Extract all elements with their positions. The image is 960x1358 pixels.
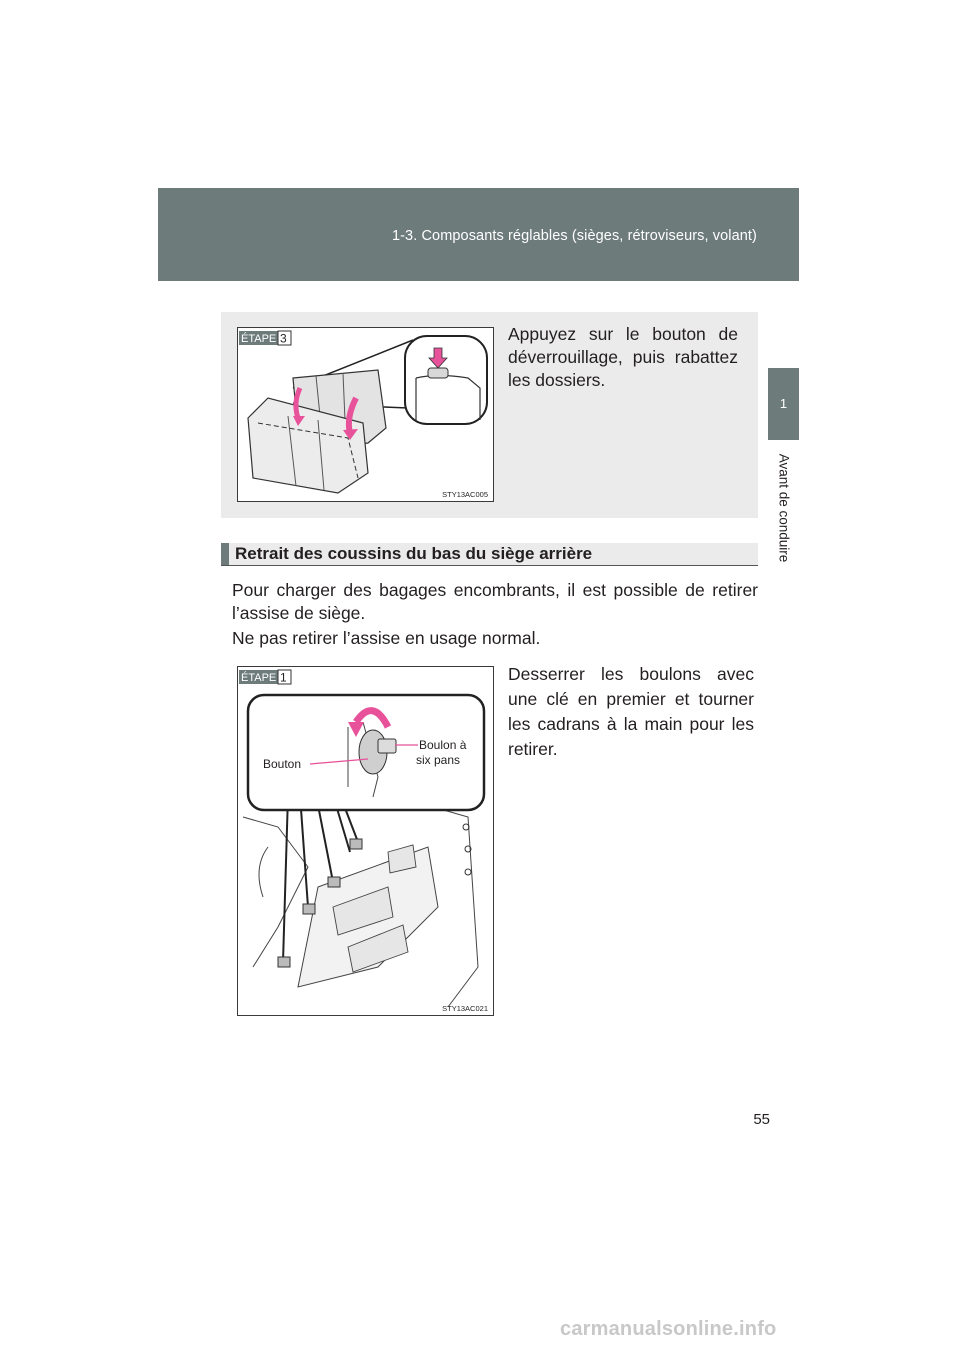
figure-code: STY13AC021 [442, 1004, 488, 1013]
hex-bolt-shape [378, 739, 396, 753]
seat-cushion-bolts-illustration [238, 667, 493, 1015]
chapter-tab [768, 368, 799, 440]
chapter-label-vertical [770, 448, 797, 568]
bolt-1 [278, 957, 290, 967]
callout-bolt-label-line1: Boulon à [419, 738, 467, 752]
step-badge-label: ÉTAPE [241, 333, 277, 345]
step-badge-label: ÉTAPE [241, 672, 277, 684]
section-accent [221, 543, 229, 565]
bolt-2 [303, 904, 315, 914]
step-badge-number: 1 [280, 670, 287, 685]
callout-button-label: Bouton [263, 757, 302, 771]
callout-bolt-label-line2: six pans [416, 753, 461, 767]
step-1-figure [237, 666, 494, 1016]
step-3-figure [237, 327, 494, 502]
release-button-shape [428, 368, 448, 378]
bolt-3 [328, 877, 340, 887]
intro-paragraph: Pour charger des bagages encombrants, il est possible de retirer l’assise de siège. [232, 580, 758, 623]
footer-watermark[interactable]: carmanualsonline.info [560, 1318, 777, 1340]
folding-seat-illustration [238, 328, 493, 501]
section-title: 1-3. Composants réglables (sièges, rétroviseurs, volant) [391, 228, 757, 244]
figure-code: STY13AC005 [442, 490, 488, 499]
step-badge-number: 3 [280, 331, 287, 346]
step-3-text: Appuyez sur le bouton de déverrouillage, puis rabattez les dossiers. [508, 324, 738, 390]
page-header [158, 188, 799, 281]
chapter-label: Avant de conduire [776, 453, 791, 563]
page-number: 55 [753, 1111, 770, 1128]
step-1-text: Desserrer les boulons avec une clé en premier et tourner les cadrans à la main pour les retirer. [508, 664, 754, 759]
bolt-4 [350, 839, 362, 849]
warning-paragraph: Ne pas retirer l’assise en usage normal. [232, 628, 541, 648]
section-heading-bar [221, 543, 758, 566]
chapter-number: 1 [779, 396, 788, 411]
section-heading: Retrait des coussins du bas du siège arrière [235, 544, 593, 563]
zoom-detail-frame [405, 336, 487, 424]
